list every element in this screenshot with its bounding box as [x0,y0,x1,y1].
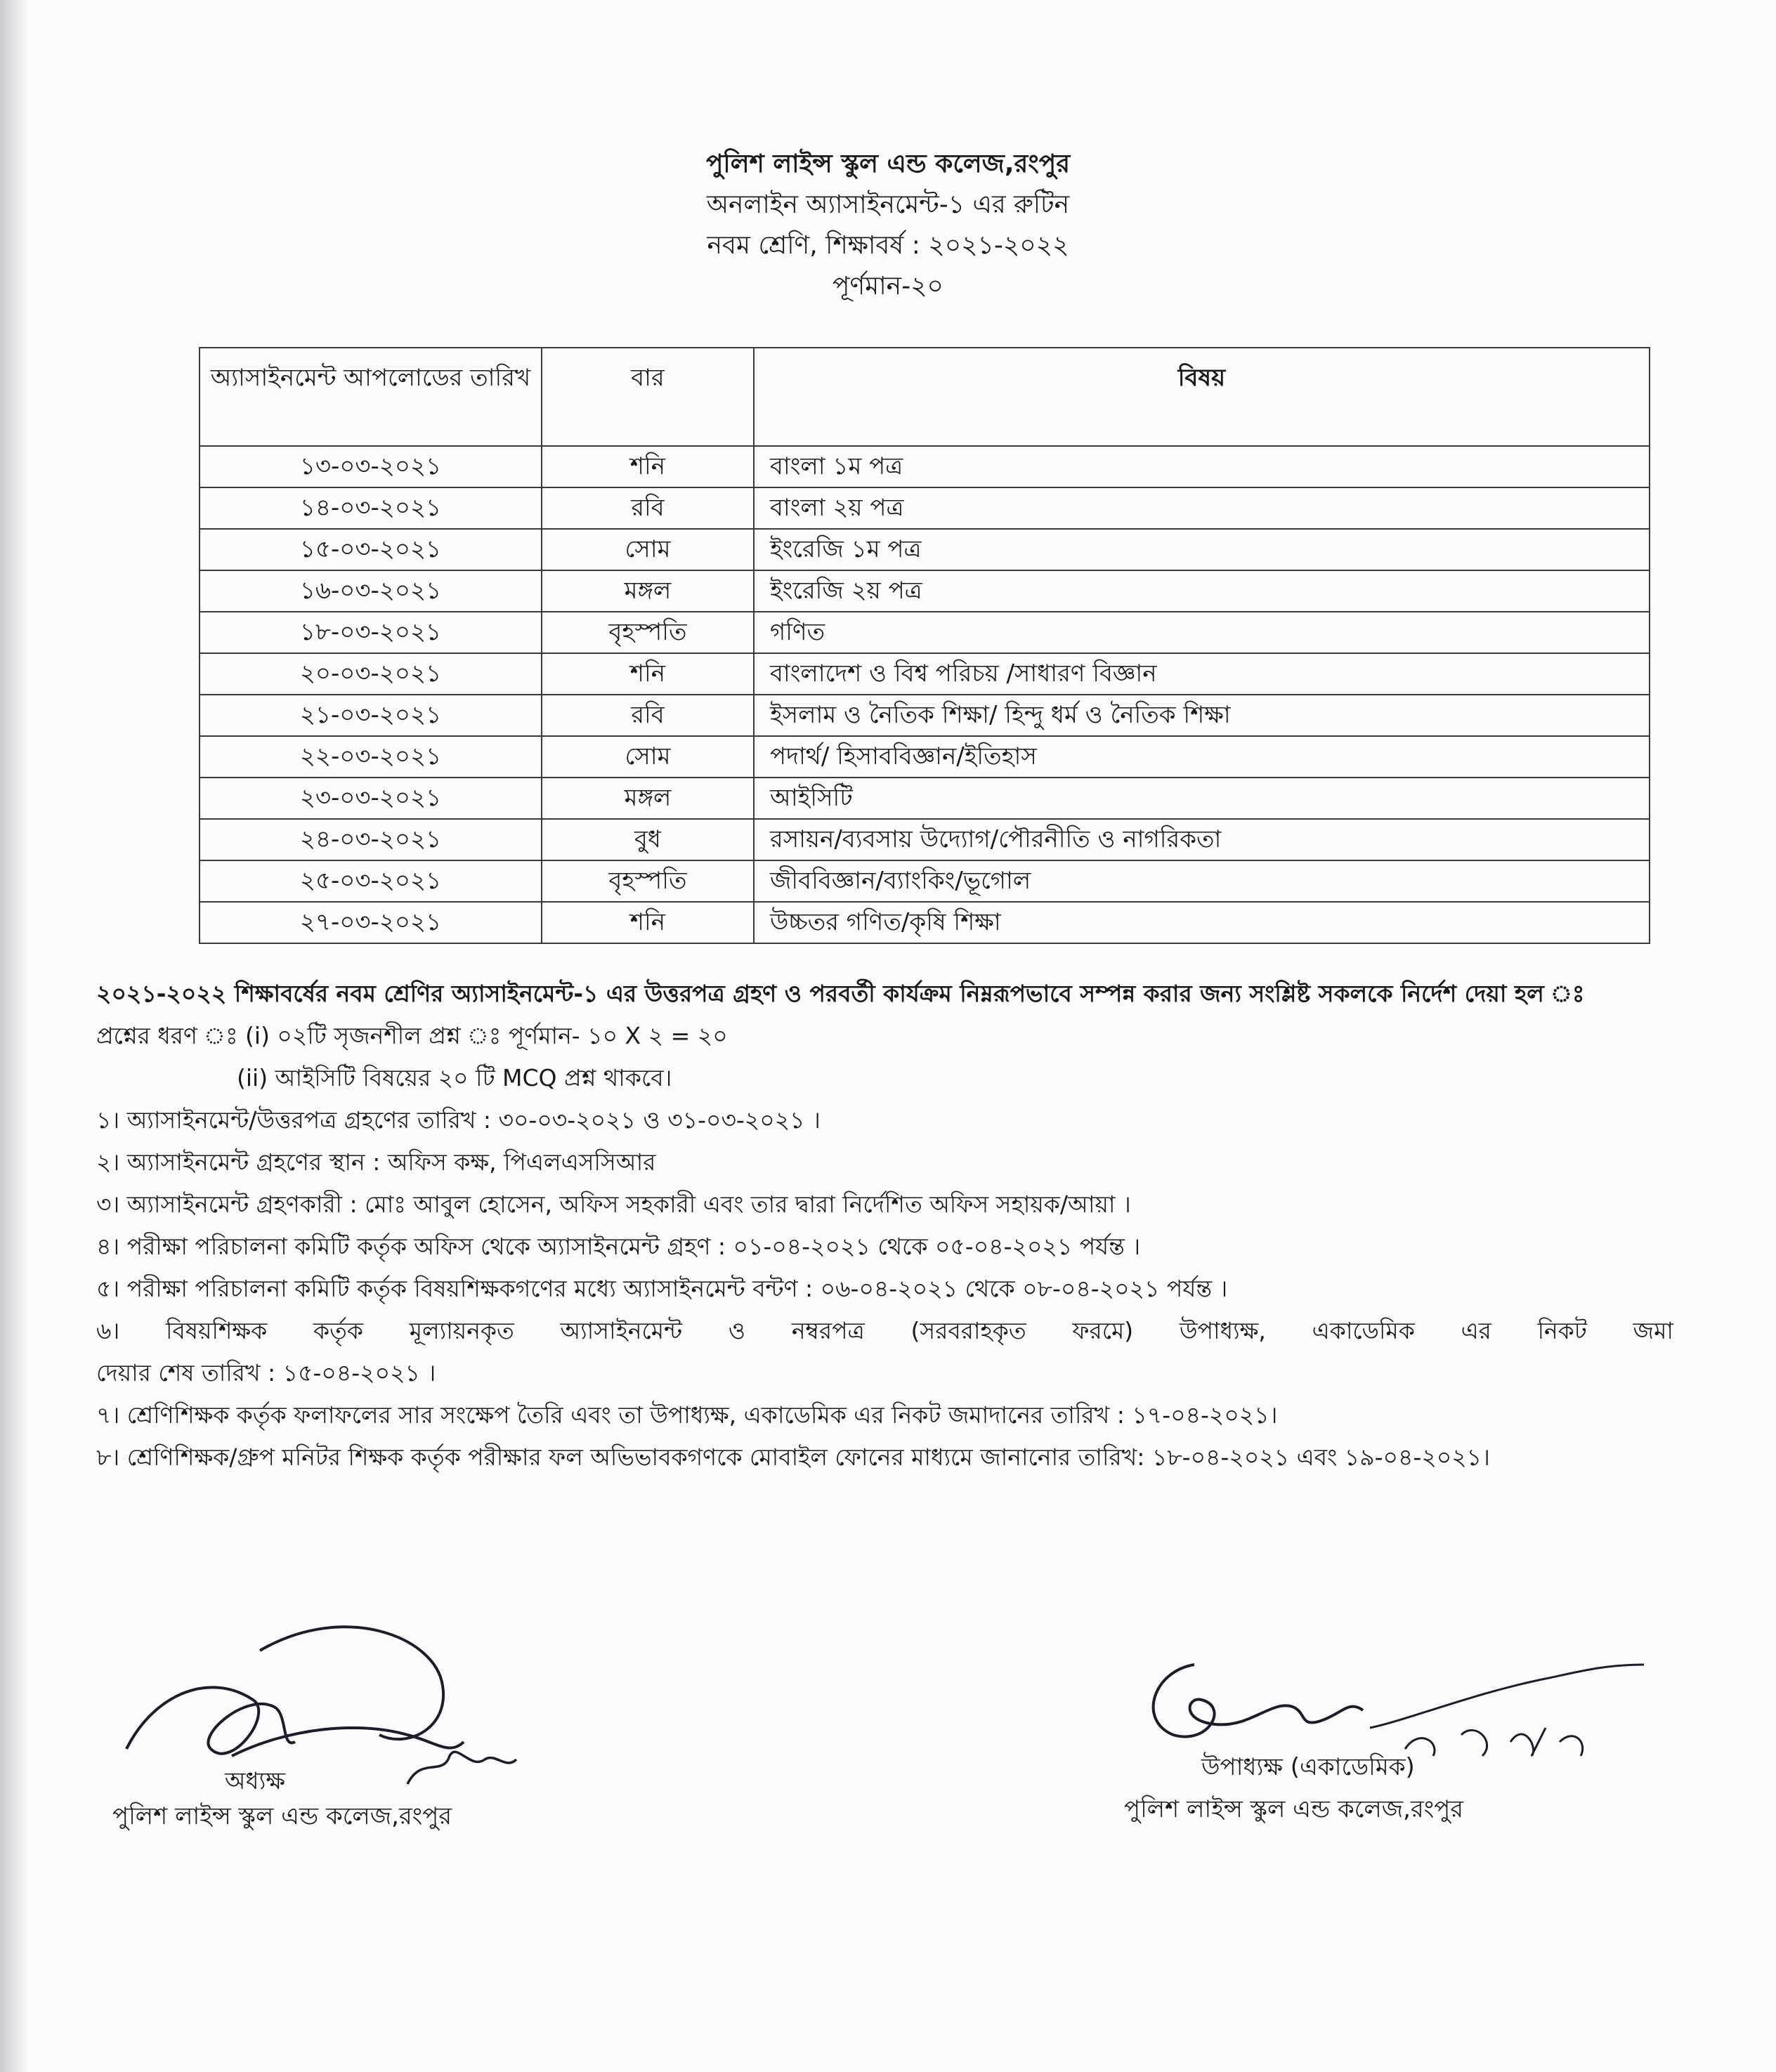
subject-cell: ইংরেজি ১ম পত্র [754,529,1650,570]
subject-cell: গণিত [754,612,1650,653]
date-cell: ২২-০৩-২০২১ [200,736,542,778]
day-cell: শনি [542,902,754,943]
class-session: নবম শ্রেণি, শিক্ষাবর্ষ : ২০২১-২০২২ [707,231,1069,260]
table-row [200,487,1650,529]
date-cell: ১৫-০৩-২০২১ [200,529,542,570]
subject-cell: পদার্থ/ হিসাববিজ্ঞান/ইতিহাস [754,736,1650,778]
day-cell: শনি [542,446,754,487]
date-cell: ২৭-০৩-২০২১ [200,902,542,943]
day-cell: মঙ্গল [542,778,754,819]
date-cell: ১৬-০৩-২০২১ [200,570,542,612]
table-row [200,529,1650,570]
table-row [200,446,1650,487]
document-header [0,144,1776,307]
subject-cell: বাংলা ২য় পত্র [754,487,1650,529]
vice-principal-signature-block [1110,1622,1672,1847]
instructions-intro: ২০২১-২০২২ শিক্ষাবর্ষের নবম শ্রেণির অ্যাসাইনমেন্ট-১ এর উত্তরপত্র গ্রহণ ও পরবর্তী কার্যক্রম নিম্নরূপভাবে সম্পন্ন করার জন্য সংশ্লিষ্ট সকলকে নির্দেশ দেয়া হল ঃ [96,980,1585,1007]
table-header-row [200,348,1650,446]
scan-edge-shadow [0,0,30,2072]
instruction-item-6-line-2: দেয়ার শেষ তারিখ : ১৫-০৪-২০২১ । [96,1359,436,1386]
day-cell: সোম [542,529,754,570]
routine-table-body [200,446,1650,943]
table-row [200,570,1650,612]
date-cell: ২৫-০৩-২০২১ [200,860,542,902]
subject-cell: ইংরেজি ২য় পত্র [754,570,1650,612]
table-row [200,695,1650,736]
day-cell: বুধ [542,819,754,860]
question-type-line-2: (ii) আইসিটি বিষয়ের ২০ টি MCQ প্রশ্ন থাকবে। [237,1064,672,1091]
instruction-item-2: ২। অ্যাসাইনমেন্ট গ্রহণের স্থান : অফিস কক্ষ, পিএলএসসিআর [96,1148,656,1176]
subject-cell: ইসলাম ও নৈতিক শিক্ষা/ হিন্দু ধর্ম ও নৈতিক শিক্ষা [754,695,1650,736]
routine-subtitle: অনলাইন অ্যাসাইনমেন্ট-১ এর রুটিন [706,190,1070,219]
date-cell: ২১-০৩-২০২১ [200,695,542,736]
principal-signature-icon [112,1608,548,1791]
instruction-item-4: ৪। পরীক্ষা পরিচালনা কমিটি কর্তৃক অফিস থেকে অ্যাসাইনমেন্ট গ্রহণ : ০১-০৪-২০২১ থেকে ০৫-০৪-২০২১ পর্যন্ত । [96,1233,1141,1260]
instructions-section [96,973,1673,1478]
date-column-header: অ্যাসাইনমেন্ট আপলোডের তারিখ [200,348,542,446]
date-cell: ২০-০৩-২০২১ [200,653,542,695]
subject-cell: উচ্চতর গণিত/কৃষি শিক্ষা [754,902,1650,943]
day-cell: বৃহস্পতি [542,612,754,653]
instruction-item-5: ৫। পরীক্ষা পরিচালনা কমিটি কর্তৃক বিষয়শিক্ষকগণের মধ্যে অ্যাসাইনমেন্ট বন্টণ : ০৬-০৪-২০২১ থেকে ০৮-০৪-২০২১ পর্যন্ত । [96,1275,1228,1302]
instruction-item-8: ৮। শ্রেণিশিক্ষক/গ্রুপ মনিটর শিক্ষক কর্তৃক পরীক্ষার ফল অভিভাবকগণকে মোবাইল ফোনের মাধ্যমে জানানোর তারিখ: ১৮-০৪-২০২১ এবং ১৯-০৪-২০২১। [96,1443,1490,1471]
table-row [200,778,1650,819]
vice-principal-role: উপাধ্যক্ষ (একাডেমিক) [1201,1753,1415,1781]
table-row [200,819,1650,860]
date-cell: ১৪-০৩-২০২১ [200,487,542,529]
instruction-item-1: ১। অ্যাসাইনমেন্ট/উত্তরপত্র গ্রহণের তারিখ : ৩০-০৩-২০২১ ও ৩১-০৩-২০২১ । [96,1106,821,1134]
vice-principal-institution: পুলিশ লাইন্স স্কুল এন্ড কলেজ,রংপুর [1124,1795,1464,1823]
question-type-line-1: প্রশ্নের ধরণ ঃ (i) ০২টি সৃজনশীল প্রশ্ন ঃ পূর্ণমান- ১০ X ২ = ২০ [96,1022,728,1049]
table-row [200,902,1650,943]
table-row [200,736,1650,778]
instruction-item-7: ৭। শ্রেণিশিক্ষক কর্তৃক ফলাফলের সার সংক্ষেপ তৈরি এবং তা উপাধ্যক্ষ, একাডেমিক এর নিকট জমাদানের তারিখ : ১৭-০৪-২০২১। [96,1401,1278,1429]
day-cell: রবি [542,695,754,736]
day-cell: সোম [542,736,754,778]
subject-cell: আইসিটি [754,778,1650,819]
instruction-item-6-line-1: ৬। বিষয়শিক্ষক কর্তৃক মূল্যায়নকৃত অ্যাসাইনমেন্ট ও নম্বরপত্র (সরবরাহকৃত ফরমে) উপাধ্যক্ষ, একাডেমিক এর নিকট জমা [96,1317,1673,1344]
table-row [200,860,1650,902]
instruction-item-3: ৩। অ্যাসাইনমেন্ট গ্রহণকারী : মোঃ আবুল হোসেন, অফিস সহকারী এবং তার দ্বারা নির্দেশিত অফিস সহায়ক/আয়া । [96,1191,1131,1218]
table-row [200,653,1650,695]
institution-title: পুলিশ লাইন্স স্কুল এন্ড কলেজ,রংপুর [705,150,1071,178]
subject-column-header: বিষয় [754,348,1650,446]
day-cell: শনি [542,653,754,695]
principal-role: অধ্যক্ষ [225,1767,285,1795]
subject-cell: বাংলাদেশ ও বিশ্ব পরিচয় /সাধারণ বিজ্ঞান [754,653,1650,695]
subject-cell: বাংলা ১ম পত্র [754,446,1650,487]
full-marks: পূর্ণমান-২০ [832,272,944,301]
principal-signature-block [112,1608,548,1847]
day-cell: বৃহস্পতি [542,860,754,902]
routine-table [199,347,1650,944]
subject-cell: রসায়ন/ব্যবসায় উদ্যোগ/পৌরনীতি ও নাগরিকতা [754,819,1650,860]
table-row [200,612,1650,653]
date-cell: ১৮-০৩-২০২১ [200,612,542,653]
day-cell: রবি [542,487,754,529]
day-cell: মঙ্গল [542,570,754,612]
date-cell: ২৪-০৩-২০২১ [200,819,542,860]
day-column-header: বার [542,348,754,446]
subject-cell: জীববিজ্ঞান/ব্যাংকিং/ভূগোল [754,860,1650,902]
principal-institution: পুলিশ লাইন্স স্কুল এন্ড কলেজ,রংপুর [112,1802,452,1830]
date-cell: ২৩-০৩-২০২১ [200,778,542,819]
date-cell: ১৩-০৩-২০২১ [200,446,542,487]
vice-principal-signature-icon [1110,1622,1672,1763]
